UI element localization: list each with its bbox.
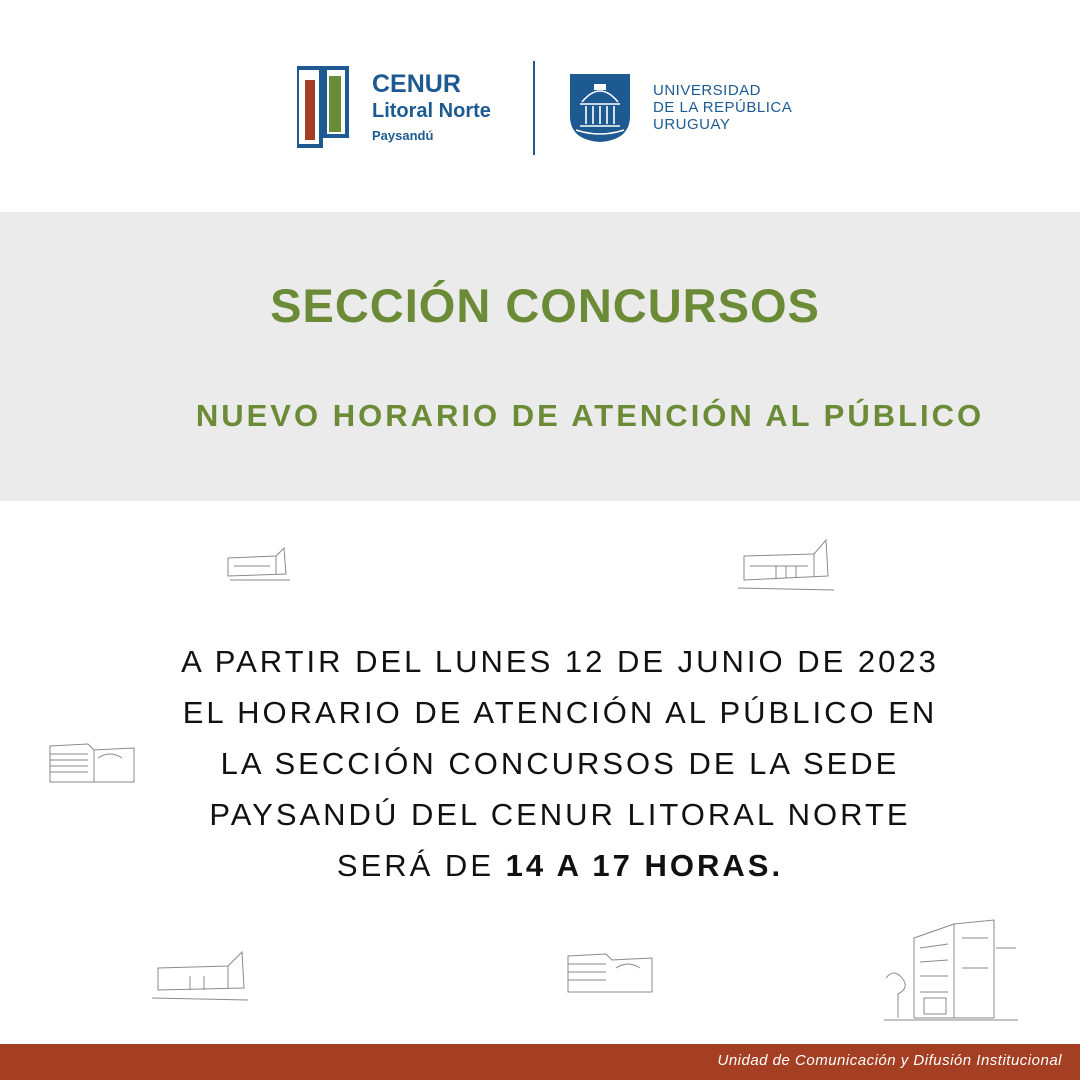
udelar-seal-icon <box>568 72 632 144</box>
announcement-line-2: EL HORARIO DE ATENCIÓN AL PÚBLICO EN <box>182 695 938 730</box>
footer-credit: Unidad de Comunicación y Difusión Institucional <box>717 1052 1062 1069</box>
announcement-line-1: A PARTIR DEL LUNES 12 DE JUNIO DE 2023 <box>181 644 939 679</box>
announcement-text <box>0 636 1080 891</box>
announcement-line-4: PAYSANDÚ DEL CENUR LITORAL NORTE <box>209 797 911 832</box>
udelar-line-2: DE LA REPÚBLICA <box>653 99 793 116</box>
cenur-wordmark <box>372 70 491 146</box>
footer-bar <box>0 1044 1080 1080</box>
announcement-line-5-suffix: . <box>771 848 784 883</box>
cenur-region: Litoral Norte <box>372 100 491 122</box>
schedule-hours: 14 A 17 HORAS <box>505 848 772 883</box>
announcement-line-3: LA SECCIÓN CONCURSOS DE LA SEDE <box>220 746 900 781</box>
building-sketch-icon <box>566 948 654 998</box>
header-divider <box>533 61 535 155</box>
page-title: SECCIÓN CONCURSOS <box>270 279 820 332</box>
cenur-logo-icon <box>297 66 349 148</box>
announcement-line-5 <box>0 840 1080 891</box>
udelar-line-1: UNIVERSIDAD <box>653 82 762 99</box>
title-banner <box>0 212 1080 501</box>
building-sketch-icon <box>736 536 836 594</box>
udelar-wordmark <box>653 82 792 133</box>
announcement-line-5-prefix: SERÁ DE <box>336 848 506 883</box>
cenur-name: CENUR <box>372 70 461 98</box>
cenur-city: Paysandú <box>372 128 434 143</box>
page-subtitle: NUEVO HORARIO DE ATENCIÓN AL PÚBLICO <box>195 398 985 433</box>
udelar-line-3: URUGUAY <box>653 116 731 133</box>
building-sketch-icon <box>884 918 1018 1024</box>
building-sketch-icon <box>150 946 250 1004</box>
building-sketch-icon <box>226 544 292 584</box>
